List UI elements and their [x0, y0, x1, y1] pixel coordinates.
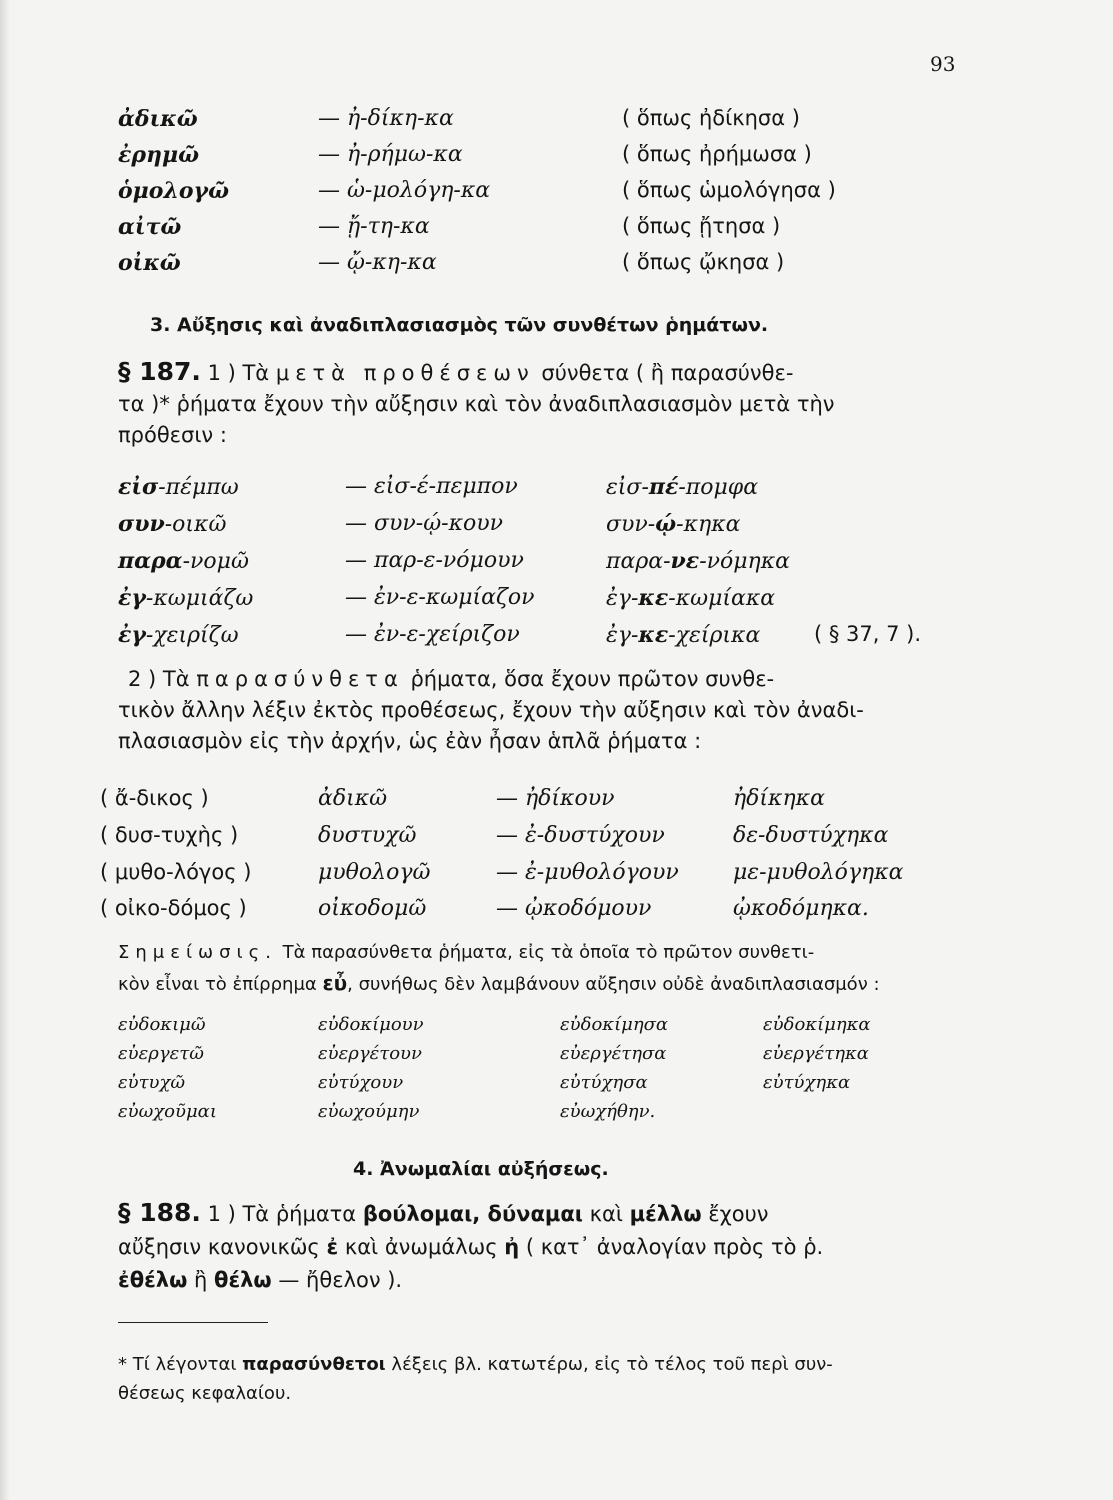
emphasis: βούλομαι, δύναμαι [362, 1202, 583, 1226]
prefix: συν [118, 511, 165, 537]
table-row [0, 786, 1113, 820]
perfect: με-μυθολόγηκα [733, 860, 904, 885]
table-row [0, 214, 1113, 248]
aorist: εὐωχήθην. [560, 1101, 656, 1122]
perfect-b: κε [638, 585, 669, 611]
text: λέξεις βλ. κατωτέρω, εἰς τὸ τέλος τοῦ περὶ συν- [385, 1354, 833, 1375]
table-row [0, 823, 1113, 857]
emphasis: ἠ [504, 1235, 520, 1259]
perfect-a: ἐγ- [606, 586, 639, 611]
note: ( ὅπως ᾤκησα ) [622, 250, 785, 274]
text: 1 ) Τὰ [200, 361, 276, 385]
text: — ἤθελον ). [271, 1268, 403, 1292]
imperfect: — ἠδίκουν [496, 786, 615, 811]
table-row [0, 250, 1113, 284]
text: * Τί λέγονται [118, 1354, 243, 1375]
present: εὐεργετῶ [118, 1043, 204, 1064]
perfect-form: — ὡ-μολόγη-κα [318, 178, 491, 203]
imperfect: — παρ-ε-νόμουν [345, 548, 524, 573]
perfect-c: -κηκα [676, 512, 741, 537]
text: 2 ) Τὰ [128, 667, 197, 691]
present-rest: -νομῶ [182, 549, 249, 574]
aorist: εὐδοκίμησα [560, 1014, 669, 1035]
emphasis: θέλω [214, 1268, 272, 1292]
imperfect: — ἐ-δυστύχουν [496, 823, 665, 848]
perfect-a: εἰσ- [606, 475, 649, 500]
verb: ὁμολογῶ [118, 178, 230, 204]
note: ( ὅπως ᾔτησα ) [622, 214, 781, 238]
verb: ἐρημῶ [118, 142, 200, 168]
table-row [0, 1101, 1113, 1135]
present-rest: -οικῶ [164, 512, 227, 537]
text: ( κατ᾽ ἀναλογίαν πρὸς τὸ ῥ. [519, 1235, 824, 1259]
table-row [0, 511, 1113, 545]
text: , συνήθως δὲν λαμβάνουν αὔξησιν οὐδὲ ἀναδιπλασιασμόν : [347, 974, 880, 995]
perfect-c: -χείρικα [668, 623, 761, 648]
text: Τὰ παρασύνθετα ῥήματα, εἰς τὰ ὁποῖα τὸ πρῶτον συνθετι- [276, 942, 815, 963]
prefix: ἐγ [118, 585, 146, 611]
imperfect: εὐτύχουν [318, 1072, 404, 1093]
verb: ἀδικῶ [318, 786, 388, 811]
perfect-b: κε [638, 622, 669, 648]
spaced-term: μετὰ προθέσεων [275, 361, 535, 385]
table-row [0, 474, 1113, 508]
prefix: ἐγ [118, 622, 146, 648]
spaced-term: παρασύνθετα [196, 667, 404, 691]
note [118, 938, 958, 1000]
aorist: εὐτύχησα [560, 1072, 648, 1093]
text: καὶ [582, 1202, 630, 1226]
note: ( ὅπως ἠρήμωσα ) [622, 142, 812, 166]
note: ( ὅπως ὡμολόγησα ) [622, 178, 836, 202]
perfect-a: ἐγ- [606, 623, 639, 648]
imperfect: εὐδοκίμουν [318, 1014, 424, 1035]
table-row [0, 860, 1113, 894]
text: αὔξησιν κανονικῶς [118, 1235, 327, 1259]
imperfect: — συν-ῴ-κουν [345, 511, 503, 536]
imperfect: — ᾠκοδόμουν [496, 896, 652, 921]
text-line: τικὸν ἄλλην λέξιν ἐκτὸς προθέσεως, ἔχουν τὴν αὔξησιν καὶ τὸν ἀναδι- [118, 698, 864, 722]
section-number: § 188. [118, 1198, 201, 1227]
text-line: θέσεως κεφαλαίου. [118, 1383, 292, 1404]
text: 1 ) Τὰ ῥήματα [200, 1202, 363, 1226]
page-number: 93 [930, 52, 956, 76]
section-heading-4: 4. Ἀνωμαλίαι αὐξήσεως. [353, 1158, 609, 1180]
perfect: εὐτύχηκα [763, 1072, 851, 1093]
perfect: δε-δυστύχηκα [733, 823, 889, 848]
text: καὶ ἀνωμάλως [338, 1235, 505, 1259]
table-row [0, 106, 1113, 140]
emphasis: ἐθέλω [118, 1268, 188, 1292]
section-number: § 187. [118, 357, 201, 386]
verb: ἀδικῶ [118, 106, 198, 132]
perfect-b: ῴ [655, 511, 677, 537]
table-row [0, 142, 1113, 176]
verb: δυστυχῶ [318, 823, 417, 848]
imperfect: — ἐν-ε-χείριζον [345, 622, 520, 647]
emphasis: παρασύνθετοι [242, 1354, 386, 1375]
perfect: εὐεργέτηκα [763, 1043, 869, 1064]
present-rest: -χειρίζω [145, 623, 239, 648]
prefix: παρα [118, 548, 183, 574]
perfect-c: -κωμίακα [668, 586, 776, 611]
emphasis: μέλλω [629, 1202, 702, 1226]
text: σύνθετα ( ἢ παρασύνθε- [534, 361, 794, 385]
section-heading-3: 3. Αὔξησις καὶ ἀναδιπλασιασμὸς τῶν συνθέτων ῥημάτων. [150, 314, 769, 336]
text-line: πρόθεσιν : [118, 423, 227, 447]
present: εὐδοκιμῶ [118, 1014, 206, 1035]
perfect-a: παρα- [606, 549, 671, 574]
prefix: εἰσ [118, 474, 159, 500]
imperfect: — ἐν-ε-κωμίαζον [345, 585, 535, 610]
imperfect: — εἰσ-έ-πεμπον [345, 474, 518, 499]
perfect: ἠδίκηκα [733, 786, 825, 811]
imperfect: εὐωχούμην [318, 1101, 420, 1122]
perfect-b: πέ [648, 474, 679, 500]
perfect-form: — ἠ-ρήμω-κα [318, 142, 463, 167]
perfect-c: -νόμηκα [699, 549, 791, 574]
imperfect: — ἐ-μυθολόγουν [496, 860, 679, 885]
perfect-b: νε [670, 548, 700, 574]
table-row [0, 548, 1113, 582]
present-rest: -κωμιάζω [145, 586, 254, 611]
present-rest: -πέμπω [158, 475, 239, 500]
table-row [0, 178, 1113, 212]
present: εὐτυχῶ [118, 1072, 186, 1093]
text-line: τα )* ῥήματα ἔχουν τὴν αὔξησιν καὶ τὸν ἀναδιπλασιασμὸν μετὰ τὴν [118, 392, 835, 416]
cross-reference: ( § 37, 7 ). [814, 622, 922, 646]
section-187 [118, 356, 958, 451]
emphasis: εὖ [322, 971, 348, 995]
verb: οἰκοδομῶ [318, 896, 427, 921]
imperfect: εὐεργέτουν [318, 1043, 422, 1064]
footnote-divider [118, 1322, 268, 1323]
verb: αἰτῶ [118, 214, 182, 240]
paragraph-2 [118, 664, 958, 757]
note: ( ὅπως ἠδίκησα ) [622, 106, 800, 130]
text: ἔχουν [701, 1202, 769, 1226]
table-row [0, 896, 1113, 930]
perfect-form: — ᾤ-κη-κα [318, 250, 437, 275]
aorist: εὐεργέτησα [560, 1043, 667, 1064]
origin: ( οἰκο-δόμος ) [100, 896, 247, 920]
emphasis: ἐ [326, 1235, 339, 1259]
text: κὸν εἶναι τὸ ἐπίρρημα [118, 974, 323, 995]
footnote [118, 1350, 958, 1408]
origin: ( ἄ-δικος ) [100, 786, 209, 810]
note-label: Σημείωσις. [118, 942, 277, 963]
verb: οἰκῶ [118, 250, 181, 276]
text: ἢ [187, 1268, 215, 1292]
origin: ( δυσ-τυχὴς ) [100, 823, 239, 847]
origin: ( μυθο-λόγος ) [100, 860, 252, 884]
table-row [0, 622, 1113, 656]
perfect-c: -πομφα [678, 475, 759, 500]
perfect-form: — ἠ-δίκη-κα [318, 106, 454, 131]
present: εὐωχοῦμαι [118, 1101, 217, 1122]
section-188 [118, 1196, 958, 1297]
perfect-a: συν- [606, 512, 656, 537]
text-line: πλασιασμὸν εἰς τὴν ἀρχήν, ὡς ἐὰν ἦσαν ἁπλᾶ ῥήματα : [118, 729, 702, 753]
text: ῥήματα, ὅσα ἔχουν πρῶτον συνθε- [403, 667, 775, 691]
table-row [0, 585, 1113, 619]
verb: μυθολογῶ [318, 860, 431, 885]
perfect: ᾠκοδόμηκα. [733, 896, 869, 921]
perfect-form: — ᾔ-τη-κα [318, 214, 430, 239]
perfect: εὐδοκίμηκα [763, 1014, 871, 1035]
